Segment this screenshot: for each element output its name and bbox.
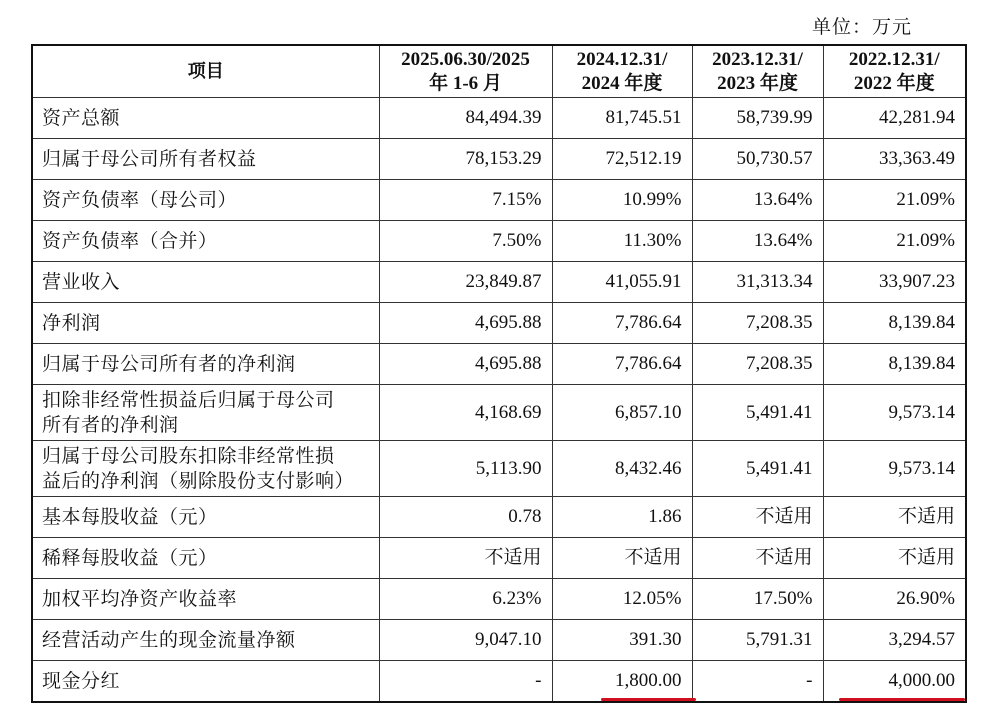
cell-2023: 50,730.57 bbox=[692, 139, 823, 180]
table-row bbox=[32, 180, 966, 221]
cell-2023: 不适用 bbox=[692, 538, 823, 579]
header-item: 项目 bbox=[32, 45, 379, 98]
cell-2022: 26.90% bbox=[823, 579, 966, 620]
cell-2024: 不适用 bbox=[552, 538, 692, 579]
table-row bbox=[32, 98, 966, 139]
cell-2025h1: 4,695.88 bbox=[379, 303, 552, 344]
header-col-2022 bbox=[823, 45, 966, 98]
cell-2025h1: 84,494.39 bbox=[379, 98, 552, 139]
row-label: 净利润 bbox=[32, 303, 379, 344]
cell-2023: 7,208.35 bbox=[692, 344, 823, 385]
cell-2025h1: - bbox=[379, 661, 552, 703]
header-col-2024-line1: 2024.12.31/ bbox=[576, 48, 668, 70]
cell-2023: 5,791.31 bbox=[692, 620, 823, 661]
row-label: 归属于母公司所有者的净利润 bbox=[32, 344, 379, 385]
cell-2024: 12.05% bbox=[552, 579, 692, 620]
header-col-2025h1 bbox=[379, 45, 552, 98]
cell-2022: 9,573.14 bbox=[823, 441, 966, 497]
cell-2025h1: 78,153.29 bbox=[379, 139, 552, 180]
highlighted-value-text: 1,800.00 bbox=[615, 670, 682, 691]
row-label: 经营活动产生的现金流量净额 bbox=[32, 620, 379, 661]
row-label bbox=[32, 385, 379, 441]
cell-2022: 不适用 bbox=[823, 497, 966, 538]
row-label: 资产负债率（母公司） bbox=[32, 180, 379, 221]
cell-2022: 9,573.14 bbox=[823, 385, 966, 441]
cell-2023: 5,491.41 bbox=[692, 441, 823, 497]
header-row bbox=[32, 45, 966, 98]
table-row bbox=[32, 538, 966, 579]
row-label-line2: 益后的净利润（剔除股份支付影响） bbox=[42, 469, 355, 492]
header-col-2023-line2: 2023 年度 bbox=[717, 72, 798, 94]
cell-2024: 10.99% bbox=[552, 180, 692, 221]
cell-2024: 1.86 bbox=[552, 497, 692, 538]
header-col-2024 bbox=[552, 45, 692, 98]
cell-2024: 6,857.10 bbox=[552, 385, 692, 441]
cell-2022: 不适用 bbox=[823, 538, 966, 579]
cell-2022: 33,363.49 bbox=[823, 139, 966, 180]
red-underline-annotation bbox=[601, 698, 696, 701]
unit-label: 单位：万元 bbox=[811, 16, 912, 38]
cell-2024: 41,055.91 bbox=[552, 262, 692, 303]
row-label-line1: 扣除非经常性损益后归属于母公司 bbox=[42, 388, 335, 411]
highlighted-value-text: 4,000.00 bbox=[888, 670, 955, 691]
header-col-2023-line1: 2023.12.31/ bbox=[712, 48, 803, 70]
row-label: 归属于母公司所有者权益 bbox=[32, 139, 379, 180]
cell-2022: 21.09% bbox=[823, 221, 966, 262]
cell-2022: 3,294.57 bbox=[823, 620, 966, 661]
cell-2023: 58,739.99 bbox=[692, 98, 823, 139]
row-label: 现金分红 bbox=[32, 661, 379, 703]
cell-2024: 8,432.46 bbox=[552, 441, 692, 497]
cell-2023: - bbox=[692, 661, 823, 703]
row-label-line2: 所有者的净利润 bbox=[42, 413, 179, 436]
cell-2025h1: 4,695.88 bbox=[379, 344, 552, 385]
cell-2025h1: 5,113.90 bbox=[379, 441, 552, 497]
cell-2023: 13.64% bbox=[692, 221, 823, 262]
cell-2025h1: 7.15% bbox=[379, 180, 552, 221]
cell-2023: 17.50% bbox=[692, 579, 823, 620]
table-row bbox=[32, 221, 966, 262]
table-row bbox=[32, 344, 966, 385]
cell-2022: 33,907.23 bbox=[823, 262, 966, 303]
header-col-2024-line2: 2024 年度 bbox=[581, 72, 663, 94]
row-label: 稀释每股收益（元） bbox=[32, 538, 379, 579]
table-row bbox=[32, 139, 966, 180]
cell-2022: 42,281.94 bbox=[823, 98, 966, 139]
cell-2022 bbox=[823, 661, 966, 703]
table-row bbox=[32, 385, 966, 441]
cell-2025h1: 6.23% bbox=[379, 579, 552, 620]
cell-2022: 8,139.84 bbox=[823, 344, 966, 385]
cell-2025h1: 7.50% bbox=[379, 221, 552, 262]
header-col-2025h1-line1: 2025.06.30/2025 bbox=[401, 48, 530, 70]
row-label-line1: 归属于母公司股东扣除非经常性损 bbox=[42, 444, 335, 467]
cell-2023: 7,208.35 bbox=[692, 303, 823, 344]
row-label bbox=[32, 441, 379, 497]
header-col-2022-line1: 2022.12.31/ bbox=[848, 48, 940, 70]
table-row bbox=[32, 661, 966, 703]
financial-summary-table bbox=[31, 44, 967, 703]
header-col-2025h1-line2: 年 1-6 月 bbox=[429, 72, 502, 94]
table-row bbox=[32, 303, 966, 344]
cell-2023: 13.64% bbox=[692, 180, 823, 221]
cell-2025h1: 不适用 bbox=[379, 538, 552, 579]
cell-2023: 5,491.41 bbox=[692, 385, 823, 441]
cell-2024: 81,745.51 bbox=[552, 98, 692, 139]
row-label: 营业收入 bbox=[32, 262, 379, 303]
highlighted-value bbox=[615, 669, 682, 693]
table-row bbox=[32, 620, 966, 661]
red-underline-annotation bbox=[839, 698, 966, 701]
table-row bbox=[32, 497, 966, 538]
cell-2025h1: 4,168.69 bbox=[379, 385, 552, 441]
cell-2023: 不适用 bbox=[692, 497, 823, 538]
header-col-2022-line2: 2022 年度 bbox=[853, 72, 935, 94]
cell-2024 bbox=[552, 661, 692, 703]
highlighted-value bbox=[889, 669, 956, 693]
cell-2025h1: 9,047.10 bbox=[379, 620, 552, 661]
cell-2025h1: 0.78 bbox=[379, 497, 552, 538]
cell-2024: 7,786.64 bbox=[552, 303, 692, 344]
header-col-2023 bbox=[692, 45, 823, 98]
cell-2024: 11.30% bbox=[552, 221, 692, 262]
row-label: 基本每股收益（元） bbox=[32, 497, 379, 538]
cell-2022: 21.09% bbox=[823, 180, 966, 221]
table-row bbox=[32, 579, 966, 620]
cell-2023: 31,313.34 bbox=[692, 262, 823, 303]
cell-2022: 8,139.84 bbox=[823, 303, 966, 344]
row-label: 资产负债率（合并） bbox=[32, 221, 379, 262]
cell-2025h1: 23,849.87 bbox=[379, 262, 552, 303]
cell-2024: 391.30 bbox=[552, 620, 692, 661]
table-row bbox=[32, 262, 966, 303]
cell-2024: 7,786.64 bbox=[552, 344, 692, 385]
row-label: 资产总额 bbox=[32, 98, 379, 139]
row-label: 加权平均净资产收益率 bbox=[32, 579, 379, 620]
cell-2024: 72,512.19 bbox=[552, 139, 692, 180]
table-row bbox=[32, 441, 966, 497]
